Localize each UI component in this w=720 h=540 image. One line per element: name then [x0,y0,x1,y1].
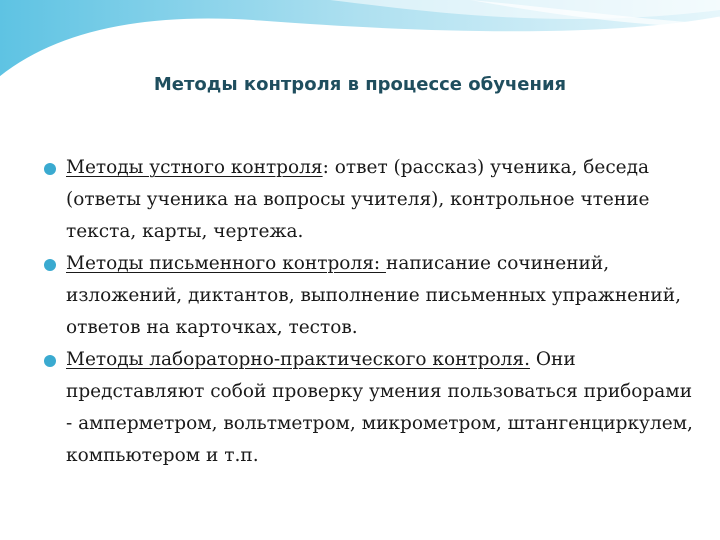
bullet-dot-icon [44,259,56,271]
bullet-text: написание сочинений, изложений, диктантов, выполнение письменных упражнений, ответов на карточках, тестов. [66,253,681,338]
slide-title: Методы контроля в процессе обучения [153,74,567,95]
bullet-dot-icon [44,163,56,175]
bullet-term: Методы письменного контроля: [66,253,386,274]
bullet-item-lab-control [44,344,694,472]
bullet-term: Методы лабораторно-практического контроля. [66,349,530,370]
bullet-term: Методы устного контроля [66,157,323,178]
bullet-text: Они представляют собой проверку умения пользоваться приборами - амперметром, вольтметром, микрометром, штангенциркулем, компьютером и т.п. [66,349,693,466]
bullet-list [44,152,694,472]
bullet-dot-icon [44,355,56,367]
bullet-text: : ответ (рассказ) ученика, беседа (ответы ученика на вопросы учителя), контрольное чтение текста, карты, чертежа. [66,157,650,242]
bullet-item-oral-control [44,152,694,248]
bullet-item-written-control [44,248,694,344]
